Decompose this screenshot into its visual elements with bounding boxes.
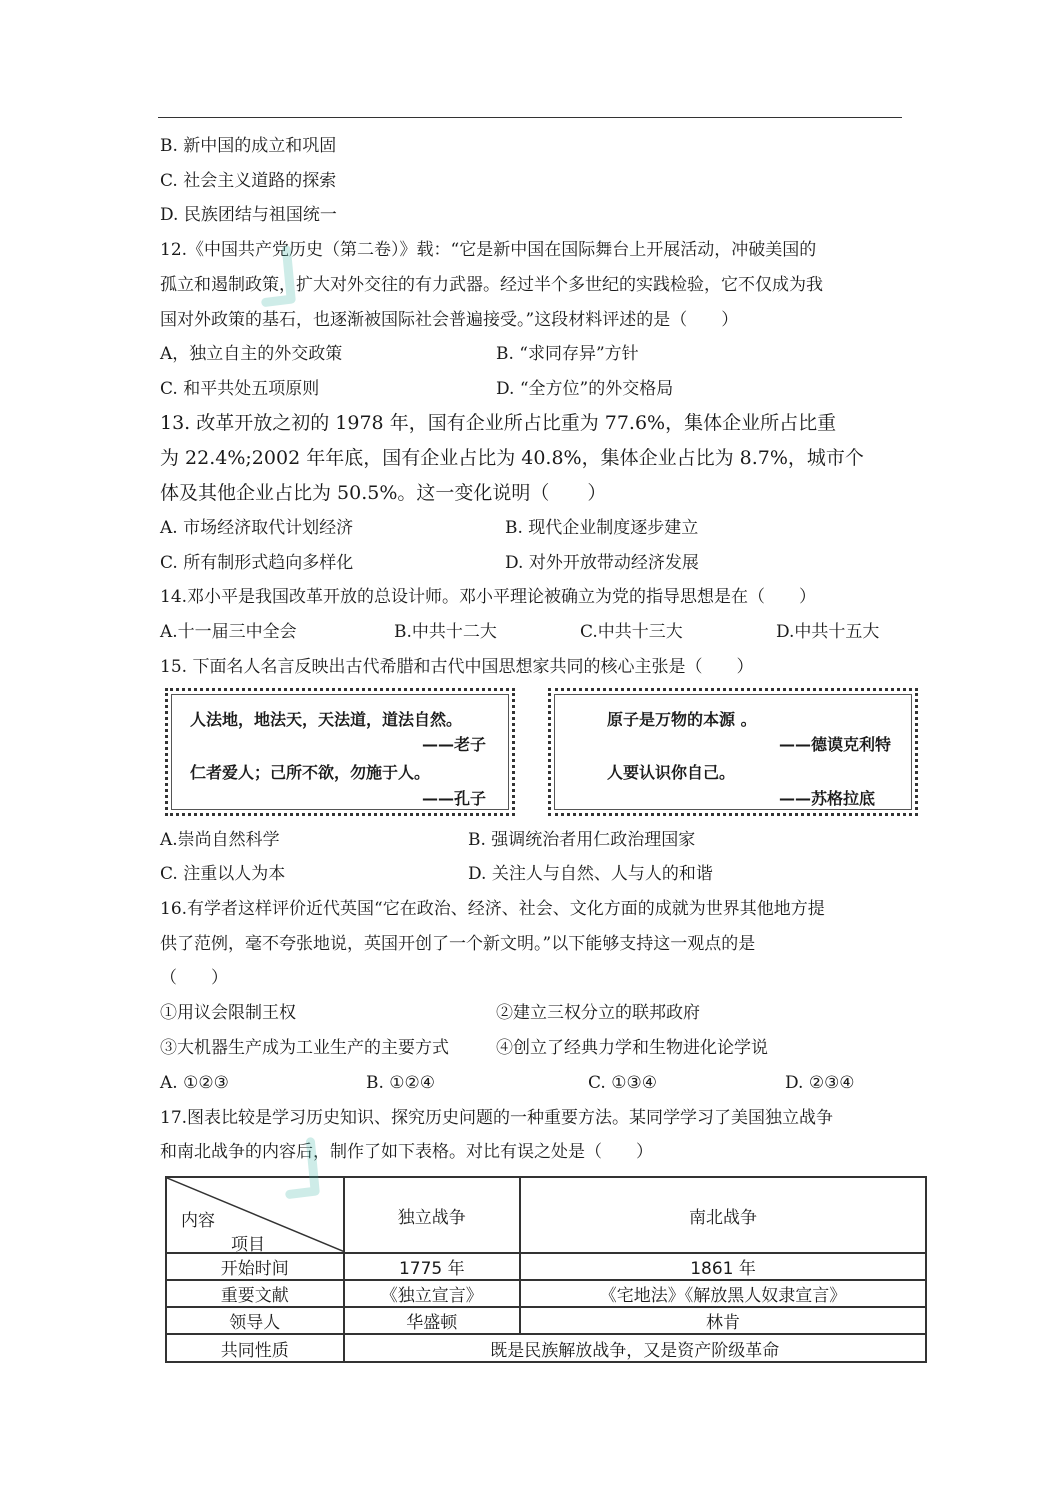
cell-leader-civil: 林肯 bbox=[520, 1307, 926, 1334]
quote-democritus: 原子是万物的本源 。 bbox=[607, 710, 757, 729]
q15-option-c: C. 注重以人为本 bbox=[160, 864, 286, 884]
q11-option-b: B. 新中国的成立和巩固 bbox=[160, 136, 337, 156]
attribution-laozi: ——老子 bbox=[422, 735, 487, 754]
q16-option-d: D. ②③④ bbox=[785, 1073, 855, 1093]
q17-stem-line-1: 17.图表比较是学习历史知识、探究历史问题的一种重要方法。某同学学习了美国独立战争 bbox=[160, 1108, 834, 1128]
q15-stem: 15. 下面名人名言反映出古代希腊和古代中国思想家共同的核心主张是（ ） bbox=[160, 657, 754, 677]
quote-laozi: 人法地，地法天，天法道，道法自然。 bbox=[190, 710, 463, 729]
q12-stem-line-1: 12.《中国共产党历史（第二卷）》载：“它是新中国在国际舞台上开展活动，冲破美国的 bbox=[160, 240, 817, 260]
q13-option-a: A. 市场经济取代计划经济 bbox=[160, 518, 354, 538]
corner-label-item: 项目 bbox=[231, 1235, 265, 1252]
cell-documents-independence: 《独立宣言》 bbox=[344, 1280, 521, 1307]
q14-stem: 14.邓小平是我国改革开放的总设计师。邓小平理论被确立为党的指导思想是在（ ） bbox=[160, 587, 817, 607]
q13-stem-line-2: 为 22.4%;2002 年年底，国有企业占比为 40.8%，集体企业占比为 8.7%，城市个 bbox=[160, 447, 864, 469]
q14-option-d: D.中共十五大 bbox=[776, 622, 880, 642]
q16-stem-line-1: 16.有学者这样评价近代英国“它在政治、经济、社会、文化方面的成就为世界其他地方提 bbox=[160, 899, 825, 919]
quote-box-greek bbox=[548, 688, 918, 816]
q15-option-a: A.崇尚自然科学 bbox=[160, 830, 280, 850]
quote-socrates: 人要认识你自己。 bbox=[607, 763, 736, 782]
q14-option-c: C.中共十三大 bbox=[580, 622, 683, 642]
q15-option-b: B. 强调统治者用仁政治理国家 bbox=[468, 830, 696, 850]
q16-stem-line-2: 供了范例，毫不夸张地说，英国开创了一个新文明。”以下能够支持这一观点的是 bbox=[160, 934, 756, 954]
q11-option-d: D. 民族团结与祖国统一 bbox=[160, 205, 337, 225]
q16-statement-3: ③大机器生产成为工业生产的主要方式 bbox=[160, 1038, 449, 1058]
q16-statement-1: ①用议会限制王权 bbox=[160, 1003, 296, 1023]
attribution-confucius: ——孔子 bbox=[422, 789, 487, 808]
q16-option-b: B. ①②④ bbox=[366, 1073, 436, 1093]
q16-statement-2: ②建立三权分立的联邦政府 bbox=[496, 1003, 700, 1023]
q13-option-d: D. 对外开放带动经济发展 bbox=[505, 553, 699, 573]
corner-label-content: 内容 bbox=[181, 1211, 215, 1231]
table-row bbox=[166, 1334, 926, 1362]
row-label-documents: 重要文献 bbox=[166, 1280, 344, 1307]
attribution-democritus: ——德谟克利特 bbox=[779, 735, 892, 754]
attribution-socrates: ——苏格拉底 bbox=[779, 789, 876, 808]
row-label-start-time: 开始时间 bbox=[166, 1253, 344, 1280]
q17-stem-line-2: 和南北战争的内容后，制作了如下表格。对比有误之处是（ ） bbox=[160, 1142, 653, 1162]
q16-option-c: C. ①③④ bbox=[588, 1073, 657, 1093]
cell-leader-independence: 华盛顿 bbox=[344, 1307, 521, 1334]
cell-start-time-civil: 1861 年 bbox=[520, 1253, 926, 1280]
comparison-table bbox=[165, 1176, 927, 1363]
q12-option-d: D. “全方位”的外交格局 bbox=[496, 379, 674, 399]
q16-option-a: A. ①②③ bbox=[160, 1073, 229, 1093]
q12-option-c: C. 和平共处五项原则 bbox=[160, 379, 320, 399]
q12-option-a: A，独立自主的外交政策 bbox=[160, 344, 343, 364]
q15-option-d: D. 关注人与自然、人与人的和谐 bbox=[468, 864, 713, 884]
table-row bbox=[166, 1307, 926, 1334]
q14-option-b: B.中共十二大 bbox=[394, 622, 497, 642]
q12-stem-line-3: 国对外政策的基石，也逐渐被国际社会普遍接受。”这段材料评述的是（ ） bbox=[160, 310, 739, 330]
q13-stem-line-3: 体及其他企业占比为 50.5%。这一变化说明（ ） bbox=[160, 482, 607, 504]
header-civil-war: 南北战争 bbox=[520, 1177, 926, 1253]
quote-box-chinese bbox=[165, 688, 515, 816]
q11-option-c: C. 社会主义道路的探索 bbox=[160, 171, 337, 191]
q13-stem-line-1: 13. 改革开放之初的 1978 年，国有企业所占比重为 77.6%，集体企业所占比重 bbox=[160, 412, 837, 434]
q16-stem-line-3: （ ） bbox=[160, 968, 228, 988]
q13-option-c: C. 所有制形式趋向多样化 bbox=[160, 553, 354, 573]
q13-option-b: B. 现代企业制度逐步建立 bbox=[505, 518, 699, 538]
header-independence-war: 独立战争 bbox=[344, 1177, 521, 1253]
row-label-leader: 领导人 bbox=[166, 1307, 344, 1334]
q14-option-a: A.十一届三中全会 bbox=[160, 622, 297, 642]
table-row bbox=[166, 1253, 926, 1280]
cell-documents-civil: 《宅地法》《解放黑人奴隶宣言》 bbox=[520, 1280, 926, 1307]
table-row bbox=[166, 1280, 926, 1307]
row-label-nature: 共同性质 bbox=[166, 1334, 344, 1362]
quote-confucius: 仁者爱人；己所不欲，勿施于人。 bbox=[190, 763, 431, 782]
q12-stem-line-2: 孤立和遏制政策，扩大对外交往的有力武器。经过半个多世纪的实践检验，它不仅成为我 bbox=[160, 275, 823, 295]
cell-common-nature: 既是民族解放战争，又是资产阶级革命 bbox=[344, 1334, 927, 1362]
q16-statement-4: ④创立了经典力学和生物进化论学说 bbox=[496, 1038, 768, 1058]
cell-start-time-independence: 1775 年 bbox=[344, 1253, 521, 1280]
header-rule bbox=[158, 117, 902, 118]
q12-option-b: B. “求同存异”方针 bbox=[496, 344, 639, 364]
